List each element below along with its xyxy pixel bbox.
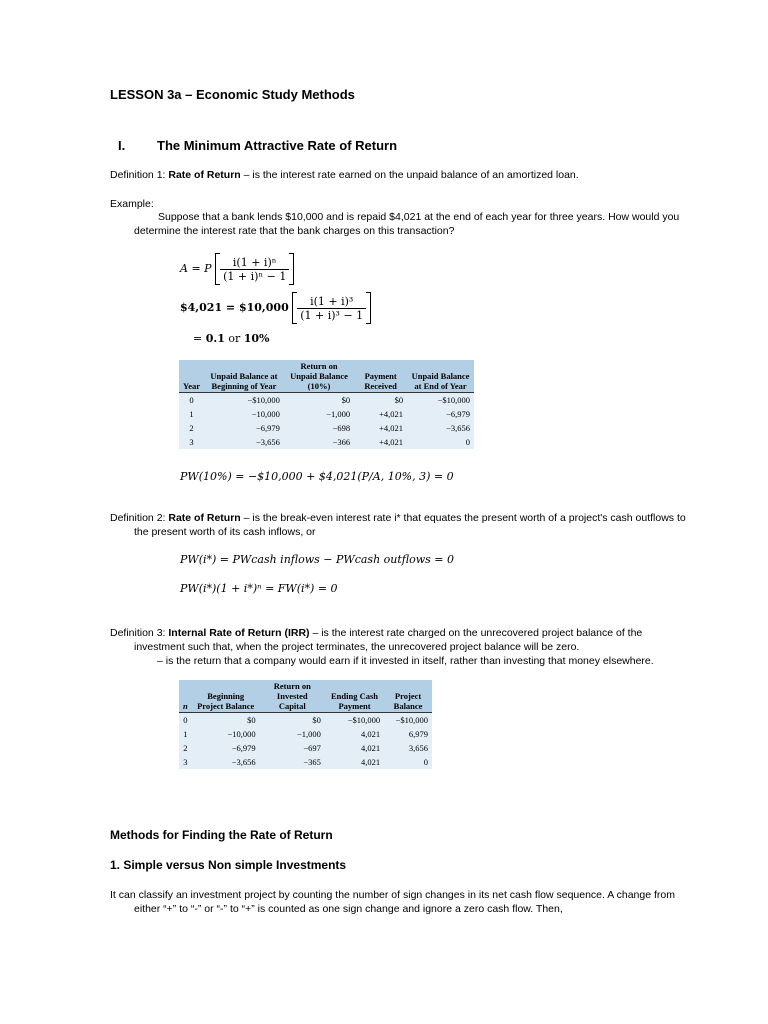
cell: −366 (284, 435, 354, 449)
cell: −$10,000 (204, 393, 284, 408)
def2-text: – is the break-even interest rate i* that equates the present worth of a project's cash outflows to (240, 512, 686, 524)
cell: −$10,000 (407, 393, 474, 408)
equation-4: PW(10%) = −$10,000 + $4,021(P/A, 10%, 3) = 0 (180, 470, 454, 483)
def2-prefix: Definition 2: (110, 512, 169, 524)
definition-3-line-3: – is the return that a company would earn if it invested in itself, rather than investing that money elsewhere. (157, 655, 654, 667)
col-header: Ending Cash Payment (325, 680, 384, 713)
eq2-lhs: $4,021 = $10,000 (180, 301, 289, 314)
def1-term: Rate of Return (168, 169, 241, 181)
cell: 3,656 (384, 741, 432, 755)
cell: −1,000 (284, 407, 354, 421)
cell: −6,979 (192, 741, 260, 755)
eq2-den: (1 + i)³ − 1 (300, 308, 364, 322)
definition-3 (110, 626, 642, 640)
cell: −$10,000 (325, 713, 384, 728)
equation-3 (193, 332, 270, 345)
col-header: Return on Unpaid Balance (10%) (284, 360, 354, 393)
example-text: Suppose that a bank lends $10,000 and is repaid $4,021 at the end of each year for three years. How would you (158, 211, 680, 223)
lesson-title: LESSON 3a – Economic Study Methods (110, 87, 355, 102)
cell: 4,021 (325, 727, 384, 741)
eq3-text: = (193, 332, 206, 345)
table-row (179, 407, 474, 421)
cell: 2 (179, 421, 204, 435)
methods-title: Methods for Finding the Rate of Return (110, 828, 333, 842)
def2-term: Rate of Return (168, 512, 241, 524)
cell: −1,000 (260, 727, 325, 741)
eq3-percent: 10% (243, 332, 270, 345)
cell: −365 (260, 755, 325, 769)
cell: −3,656 (407, 421, 474, 435)
def1-text: – is the interest rate earned on the unpaid balance of an amortized loan. (240, 169, 579, 181)
cell: 0 (179, 713, 192, 728)
cell: 1 (179, 727, 192, 741)
col-header: Year (179, 360, 204, 393)
table-row (179, 421, 474, 435)
equation-6: PW(i*)(1 + i*)ⁿ = FW(i*) = 0 (180, 582, 338, 595)
cell: 2 (179, 741, 192, 755)
table-row (179, 755, 432, 769)
cell: +4,021 (354, 421, 407, 435)
eq2-num: i(1 + i)³ (297, 295, 366, 309)
cell: 4,021 (325, 755, 384, 769)
irr-table (179, 680, 432, 769)
cell: +4,021 (354, 435, 407, 449)
example-text-2: determine the interest rate that the bank charges on this transaction? (134, 225, 455, 237)
subsection-title: 1. Simple versus Non simple Investments (110, 858, 347, 872)
paragraph-line-1: It can classify an investment project by counting the number of sign changes in its net cash flow sequence. A change from (110, 889, 675, 901)
eq1-num: i(1 + i)ⁿ (220, 256, 289, 270)
eq1-den: (1 + i)ⁿ − 1 (223, 269, 287, 283)
cell: −10,000 (204, 407, 284, 421)
cell: −3,656 (192, 755, 260, 769)
eq3-value: 0.1 (205, 332, 225, 345)
def3-text: – is the interest rate charged on the unrecovered project balance of the (309, 627, 643, 639)
paragraph-line-2: either “+” to “-” or “-” to “+” is counted as one sign change and ignore a zero cash flow. Then, (134, 903, 563, 915)
col-header: Beginning Project Balance (192, 680, 260, 713)
col-header: Payment Received (354, 360, 407, 393)
cell: −10,000 (192, 727, 260, 741)
cell: 4,021 (325, 741, 384, 755)
definition-3-line-2: investment such that, when the project terminates, the unrecovered project balance will be zero. (134, 641, 580, 653)
def3-prefix: Definition 3: (110, 627, 169, 639)
cell: 0 (407, 435, 474, 449)
definition-1 (110, 168, 579, 182)
example-label: Example: (110, 198, 154, 210)
cell: $0 (284, 393, 354, 408)
col-header: n (179, 680, 192, 713)
table-row (179, 393, 474, 408)
def1-prefix: Definition 1: (110, 169, 169, 181)
table-row (179, 713, 432, 728)
loan-table (179, 360, 474, 449)
cell: $0 (354, 393, 407, 408)
cell: −$10,000 (384, 713, 432, 728)
cell: 0 (179, 393, 204, 408)
eq1-lhs: A = P (180, 262, 212, 275)
cell: $0 (192, 713, 260, 728)
col-header: Unpaid Balance at Beginning of Year (204, 360, 284, 393)
equation-5: PW(i*) = PWcash inflows − PWcash outflows = 0 (180, 553, 455, 566)
cell: 1 (179, 407, 204, 421)
cell: $0 (260, 713, 325, 728)
cell: −697 (260, 741, 325, 755)
col-header: Project Balance (384, 680, 432, 713)
col-header: Return on Invested Capital (260, 680, 325, 713)
cell: −6,979 (204, 421, 284, 435)
cell: +4,021 (354, 407, 407, 421)
table-row (179, 727, 432, 741)
equation-2 (180, 292, 371, 324)
section-title: The Minimum Attractive Rate of Return (157, 138, 398, 153)
section-number: I. (118, 138, 126, 153)
def3-term: Internal Rate of Return (IRR) (168, 627, 310, 639)
table-row (179, 741, 432, 755)
definition-2-line-2: the present worth of its cash inflows, or (134, 526, 316, 538)
cell: −698 (284, 421, 354, 435)
eq3-mid: or (224, 332, 244, 345)
definition-2 (110, 511, 686, 525)
cell: 0 (384, 755, 432, 769)
cell: 3 (179, 435, 204, 449)
cell: 6,979 (384, 727, 432, 741)
equation-1 (180, 253, 294, 285)
cell: −6,979 (407, 407, 474, 421)
table-row (179, 435, 474, 449)
col-header: Unpaid Balance at End of Year (407, 360, 474, 393)
cell: 3 (179, 755, 192, 769)
cell: −3,656 (204, 435, 284, 449)
